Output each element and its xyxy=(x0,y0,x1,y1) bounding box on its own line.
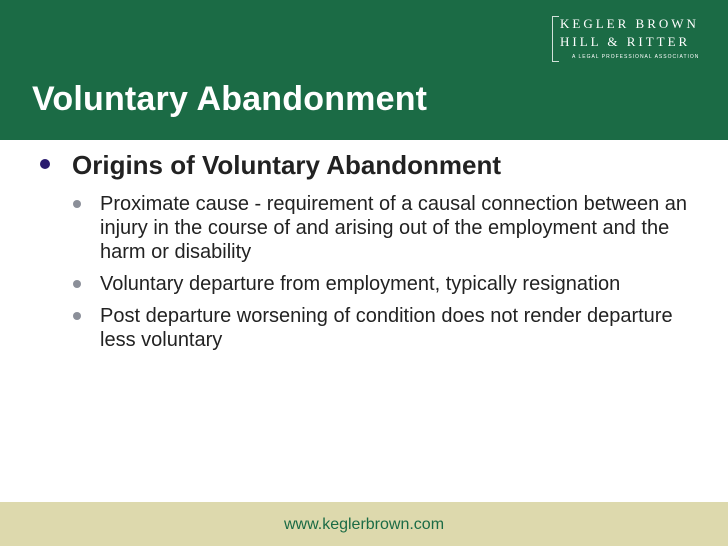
sub-bullet-item xyxy=(72,272,692,296)
sub-bullet-text: Voluntary departure from employment, typically resignation xyxy=(100,273,621,295)
main-bullet-heading: Origins of Voluntary Abandonment xyxy=(72,150,501,180)
slide-content xyxy=(0,140,728,502)
logo-tagline: A LEGAL PROFESSIONAL ASSOCIATION xyxy=(572,54,700,60)
logo-line-2: HILL & RITTER xyxy=(560,34,691,49)
sub-bullet-text: Post departure worsening of condition does not render departure less voluntary xyxy=(100,305,673,351)
sub-bullet-item xyxy=(72,304,692,352)
logo-bracket-icon xyxy=(552,16,559,62)
sub-bullet-item xyxy=(72,192,692,264)
sub-bullet-icon xyxy=(73,280,81,288)
slide-title: Voluntary Abandonment xyxy=(32,80,428,118)
sub-bullet-text: Proximate cause - requirement of a causal connection between an injury in the course of and arising out of the employment and the harm or disability xyxy=(100,193,688,263)
sub-bullet-icon xyxy=(73,312,81,320)
logo-line-1: KEGLER BROWN xyxy=(560,16,699,31)
firm-logo xyxy=(548,14,718,66)
sub-bullet-icon xyxy=(73,200,81,208)
slide-footer xyxy=(0,502,728,546)
slide-header xyxy=(0,0,728,140)
footer-website-link[interactable]: www.keglerbrown.com xyxy=(283,516,445,533)
sub-bullet-list xyxy=(72,192,692,360)
main-bullet-icon xyxy=(40,159,50,169)
